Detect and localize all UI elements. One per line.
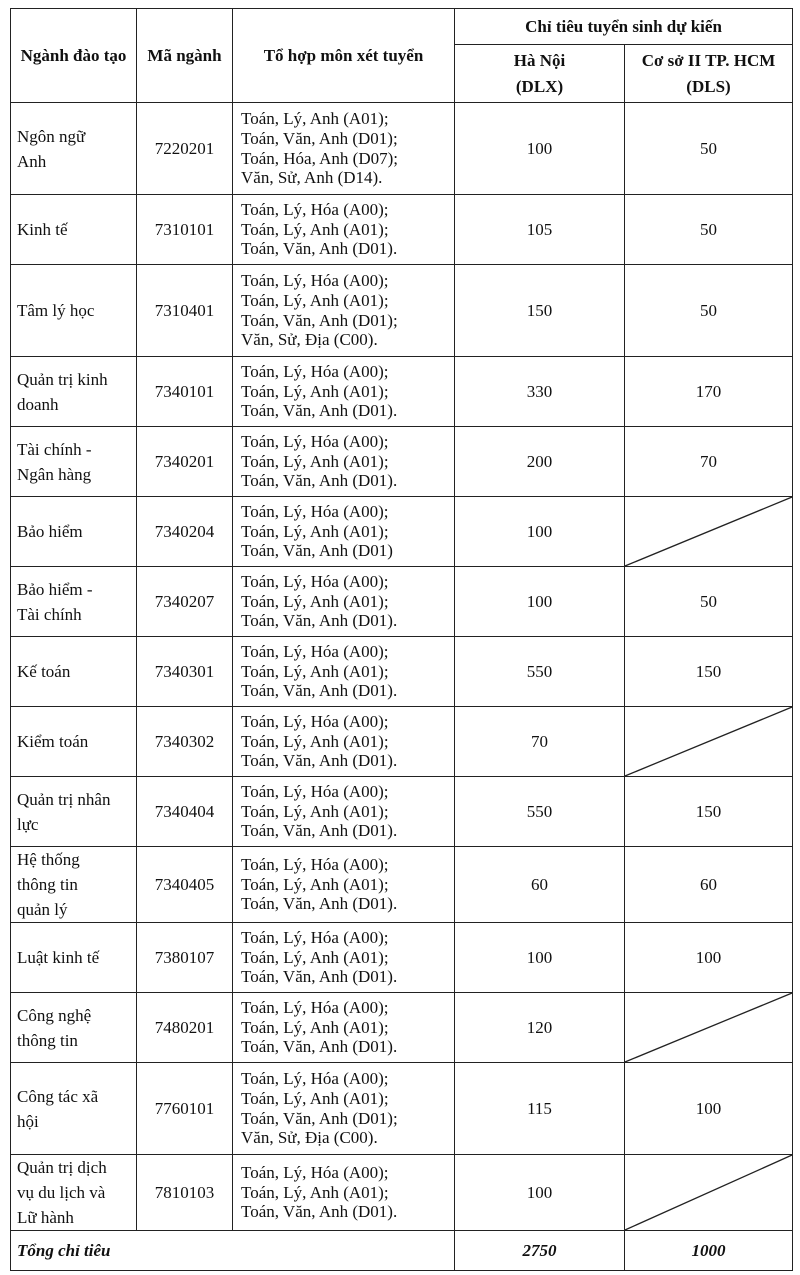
quota-hanoi-cell: 70 (455, 707, 625, 777)
header-hcm-label: Cơ sở II TP. HCM (641, 50, 776, 70)
subject-combination: Toán, Lý, Hóa (A00); (241, 642, 389, 662)
major-name-line: Tâm lý học (17, 301, 95, 320)
subject-combinations-cell (233, 847, 455, 923)
header-code: Mã ngành (137, 9, 233, 103)
major-name-line: Lữ hành (17, 1208, 74, 1227)
major-code-cell: 7340207 (137, 567, 233, 637)
subject-combination: Toán, Lý, Hóa (A00); (241, 782, 389, 802)
subject-combinations-cell (233, 923, 455, 993)
major-name-line: Luật kinh tế (17, 948, 100, 967)
subject-combination: Toán, Văn, Anh (D01). (241, 1037, 398, 1057)
quota-hanoi-cell: 330 (455, 357, 625, 427)
major-code-cell: 7480201 (137, 993, 233, 1063)
table-row (11, 707, 793, 777)
subject-combination: Toán, Lý, Hóa (A00); (241, 998, 389, 1018)
major-name-line: doanh (17, 394, 59, 414)
major-name-line: thông tin (17, 875, 78, 894)
quota-hcm-cell: 150 (625, 777, 793, 847)
total-label: Tổng chỉ tiêu (11, 1231, 455, 1271)
not-offered-slash (625, 707, 792, 776)
major-name-line: Hệ thống (17, 850, 80, 869)
major-name-cell (11, 923, 137, 993)
subject-combination: Toán, Văn, Anh (D01). (241, 681, 398, 701)
subject-combination: Toán, Lý, Hóa (A00); (241, 432, 389, 452)
table-row (11, 497, 793, 567)
major-name-line: Quản trị dịch (17, 1158, 107, 1177)
major-code-cell: 7340204 (137, 497, 233, 567)
quota-hanoi-cell: 150 (455, 265, 625, 357)
major-name-cell (11, 567, 137, 637)
header-hanoi (455, 45, 625, 103)
table-row (11, 427, 793, 497)
quota-hanoi-cell: 550 (455, 637, 625, 707)
quota-hcm-cell: 100 (625, 923, 793, 993)
quota-hanoi-cell: 100 (455, 567, 625, 637)
major-name-cell (11, 637, 137, 707)
table-row (11, 923, 793, 993)
table-row (11, 265, 793, 357)
not-offered-slash (625, 993, 792, 1062)
major-code-cell: 7220201 (137, 103, 233, 195)
major-name-line: hội (17, 1111, 39, 1131)
subject-combination: Toán, Văn, Anh (D01); (241, 128, 398, 148)
quota-hcm-cell: 50 (625, 567, 793, 637)
major-code-cell: 7310101 (137, 195, 233, 265)
major-name-cell (11, 1063, 137, 1155)
header-hanoi-label: Hà Nội (513, 50, 566, 70)
quota-hcm-empty-cell (625, 993, 793, 1063)
table-row (11, 567, 793, 637)
table-row (11, 103, 793, 195)
quota-hanoi-cell: 200 (455, 427, 625, 497)
table-body (11, 103, 793, 1231)
subject-combination: Toán, Văn, Anh (D01). (241, 401, 398, 421)
quota-hcm-empty-cell (625, 1155, 793, 1231)
table-row (11, 637, 793, 707)
subject-combination: Văn, Sử, Anh (D14). (241, 168, 383, 188)
major-name-line: Công nghệ (17, 1005, 92, 1025)
major-name-line: Quản trị kinh (17, 369, 108, 389)
table-row (11, 357, 793, 427)
major-name-line: Tài chính (17, 604, 82, 624)
table-row (11, 777, 793, 847)
header-subjects: Tổ hợp môn xét tuyển (233, 9, 455, 103)
major-code-cell: 7340301 (137, 637, 233, 707)
subject-combinations-cell (233, 637, 455, 707)
subject-combinations-cell (233, 357, 455, 427)
major-code-cell: 7340405 (137, 847, 233, 923)
major-code-cell: 7340101 (137, 357, 233, 427)
quota-hcm-cell: 50 (625, 103, 793, 195)
subject-combinations-cell (233, 195, 455, 265)
subject-combination: Toán, Lý, Anh (A01); (241, 947, 389, 967)
subject-combination: Toán, Lý, Hóa (A00); (241, 200, 389, 220)
admission-quota-table (10, 8, 793, 1271)
subject-combination: Toán, Lý, Anh (A01); (241, 1182, 389, 1202)
subject-combination: Văn, Sử, Địa (C00). (241, 1128, 378, 1148)
subject-combination: Văn, Sử, Địa (C00). (241, 330, 378, 350)
subject-combination: Toán, Lý, Anh (A01); (241, 521, 389, 541)
subject-combinations-cell (233, 1063, 455, 1155)
subject-combination: Toán, Lý, Anh (A01); (241, 874, 389, 894)
subject-combination: Toán, Văn, Anh (D01). (241, 471, 398, 491)
quota-hcm-cell: 60 (625, 847, 793, 923)
subject-combination: Toán, Lý, Anh (A01); (241, 219, 389, 239)
subject-combination: Toán, Hóa, Anh (D07); (241, 148, 398, 168)
major-name-cell (11, 103, 137, 195)
subject-combination: Toán, Lý, Anh (A01); (241, 451, 389, 471)
subject-combination: Toán, Văn, Anh (D01). (241, 751, 398, 771)
quota-hanoi-cell: 550 (455, 777, 625, 847)
major-code-cell: 7340302 (137, 707, 233, 777)
quota-hcm-cell: 50 (625, 265, 793, 357)
subject-combination: Toán, Lý, Anh (A01); (241, 591, 389, 611)
subject-combinations-cell (233, 497, 455, 567)
subject-combination: Toán, Lý, Anh (A01); (241, 290, 389, 310)
major-name-cell (11, 993, 137, 1063)
major-name-cell (11, 1155, 137, 1231)
subject-combination: Toán, Lý, Anh (A01); (241, 109, 389, 129)
major-name-line: Anh (17, 151, 47, 171)
subject-combinations-cell (233, 777, 455, 847)
subject-combination: Toán, Lý, Anh (A01); (241, 381, 389, 401)
table-row (11, 993, 793, 1063)
major-name-line: Tài chính - (17, 439, 92, 459)
subject-combination: Toán, Lý, Hóa (A00); (241, 362, 389, 382)
table-row (11, 1063, 793, 1155)
subject-combination: Toán, Văn, Anh (D01). (241, 1202, 398, 1222)
major-name-line: Ngôn ngữ (17, 126, 86, 146)
major-name-cell (11, 427, 137, 497)
major-name-line: Kế toán (17, 662, 71, 681)
quota-hcm-cell: 70 (625, 427, 793, 497)
subject-combination: Toán, Văn, Anh (D01). (241, 967, 398, 987)
major-code-cell: 7810103 (137, 1155, 233, 1231)
total-hanoi: 2750 (455, 1231, 625, 1271)
subject-combinations-cell (233, 427, 455, 497)
subject-combinations-cell (233, 707, 455, 777)
subject-combinations-cell (233, 993, 455, 1063)
subject-combination: Toán, Lý, Anh (A01); (241, 731, 389, 751)
major-name-line: Quản trị nhân (17, 789, 111, 809)
subject-combination: Toán, Lý, Anh (A01); (241, 1017, 389, 1037)
major-name-line: lực (17, 814, 39, 834)
major-code-cell: 7760101 (137, 1063, 233, 1155)
total-row (11, 1231, 793, 1271)
header-quota-group: Chỉ tiêu tuyển sinh dự kiến (455, 9, 793, 45)
subject-combination: Toán, Lý, Hóa (A00); (241, 572, 389, 592)
major-code-cell: 7340201 (137, 427, 233, 497)
quota-hcm-cell: 150 (625, 637, 793, 707)
subject-combination: Toán, Lý, Hóa (A00); (241, 712, 389, 732)
subject-combination: Toán, Lý, Hóa (A00); (241, 1069, 389, 1089)
quota-hanoi-cell: 100 (455, 497, 625, 567)
not-offered-slash (625, 1155, 792, 1230)
subject-combination: Toán, Lý, Anh (A01); (241, 1088, 389, 1108)
subject-combination: Toán, Văn, Anh (D01). (241, 611, 398, 631)
admission-quota-document (10, 8, 792, 1271)
major-name-line: vụ du lịch và (17, 1183, 106, 1202)
major-name-line: Bảo hiểm - (17, 579, 93, 599)
subject-combination: Toán, Văn, Anh (D01); (241, 310, 398, 330)
quota-hcm-cell: 50 (625, 195, 793, 265)
quota-hanoi-cell: 60 (455, 847, 625, 923)
subject-combination: Toán, Văn, Anh (D01); (241, 1108, 398, 1128)
header-hanoi-code: (DLX) (515, 76, 564, 96)
total-hcm: 1000 (625, 1231, 793, 1271)
quota-hanoi-cell: 115 (455, 1063, 625, 1155)
major-name-line: Kiểm toán (17, 732, 89, 751)
major-name-line: Công tác xã (17, 1086, 99, 1106)
subject-combinations-cell (233, 1155, 455, 1231)
quota-hcm-empty-cell (625, 707, 793, 777)
subject-combination: Toán, Lý, Hóa (A00); (241, 1163, 389, 1183)
subject-combination: Toán, Lý, Hóa (A00); (241, 928, 389, 948)
subject-combinations-cell (233, 265, 455, 357)
header-major: Ngành đào tạo (11, 9, 137, 103)
subject-combinations-cell (233, 567, 455, 637)
major-name-cell (11, 195, 137, 265)
major-code-cell: 7310401 (137, 265, 233, 357)
quota-hcm-empty-cell (625, 497, 793, 567)
quota-hanoi-cell: 100 (455, 923, 625, 993)
quota-hanoi-cell: 100 (455, 103, 625, 195)
major-name-line: thông tin (17, 1030, 78, 1050)
major-name-cell (11, 265, 137, 357)
table-row (11, 847, 793, 923)
header-hcm (625, 45, 793, 103)
subject-combination: Toán, Lý, Hóa (A00); (241, 502, 389, 522)
subject-combination: Toán, Lý, Hóa (A00); (241, 271, 389, 291)
major-name-cell (11, 357, 137, 427)
subject-combination: Toán, Văn, Anh (D01) (241, 541, 393, 561)
major-code-cell: 7340404 (137, 777, 233, 847)
major-name-cell (11, 847, 137, 923)
subject-combination: Toán, Văn, Anh (D01). (241, 239, 398, 259)
subject-combination: Toán, Lý, Hóa (A00); (241, 855, 389, 875)
subject-combination: Toán, Lý, Anh (A01); (241, 801, 389, 821)
major-name-line: Ngân hàng (17, 464, 92, 484)
quota-hcm-cell: 100 (625, 1063, 793, 1155)
not-offered-slash (625, 497, 792, 566)
major-name-line: quản lý (17, 900, 68, 919)
major-name-cell (11, 707, 137, 777)
major-name-cell (11, 777, 137, 847)
quota-hanoi-cell: 120 (455, 993, 625, 1063)
table-row (11, 1155, 793, 1231)
subject-combination: Toán, Văn, Anh (D01). (241, 894, 398, 914)
quota-hanoi-cell: 105 (455, 195, 625, 265)
subject-combination: Toán, Văn, Anh (D01). (241, 821, 398, 841)
quota-hanoi-cell: 100 (455, 1155, 625, 1231)
table-row (11, 195, 793, 265)
quota-hcm-cell: 170 (625, 357, 793, 427)
subject-combinations-cell (233, 103, 455, 195)
major-name-line: Bảo hiểm (17, 522, 83, 541)
major-code-cell: 7380107 (137, 923, 233, 993)
header-hcm-code: (DLS) (686, 76, 731, 96)
major-name-line: Kinh tế (17, 220, 68, 239)
major-name-cell (11, 497, 137, 567)
subject-combination: Toán, Lý, Anh (A01); (241, 661, 389, 681)
